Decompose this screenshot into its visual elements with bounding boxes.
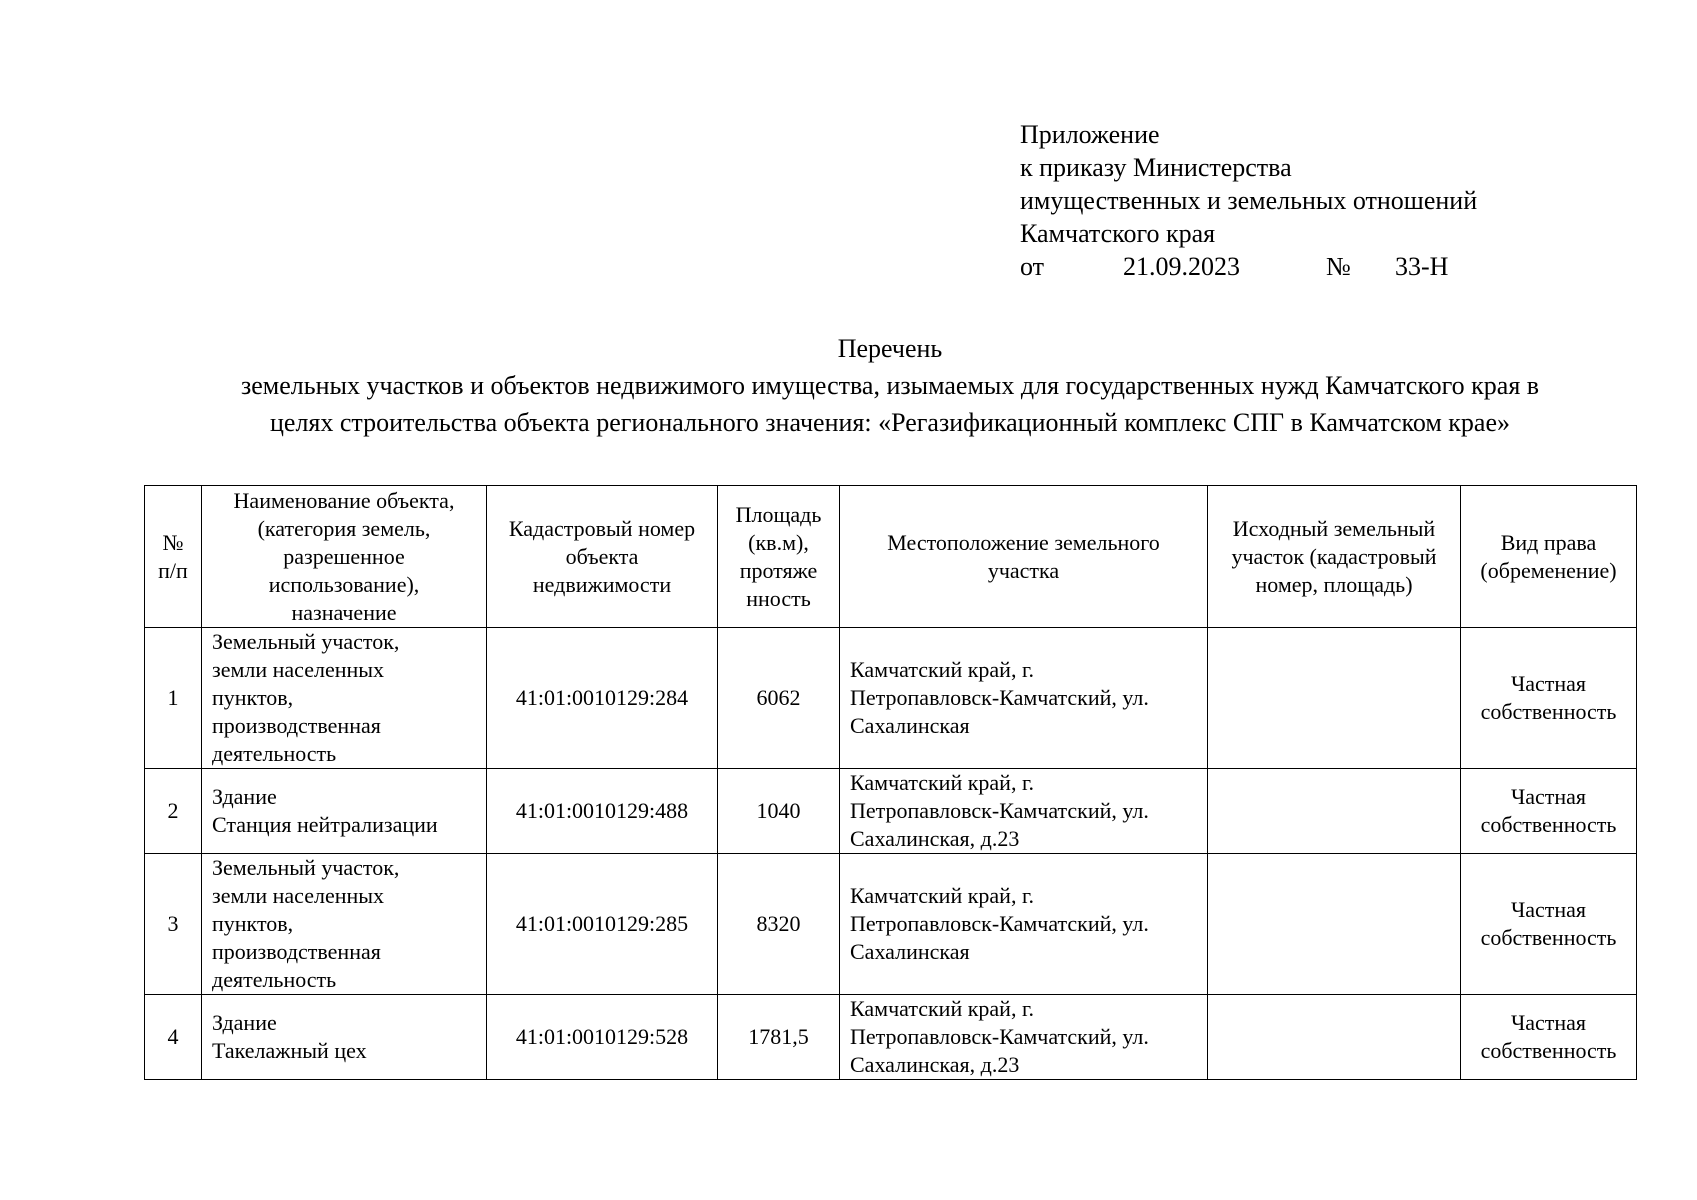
cell-cadastral: 41:01:0010129:285 (487, 854, 718, 995)
table-row (145, 854, 1637, 995)
cell-line: номер, площадь) (1255, 571, 1413, 597)
cell-line: Частная (1510, 784, 1587, 809)
cell-right (1461, 769, 1637, 854)
order-number-sign: № (1326, 252, 1351, 281)
cell-line: Петропавловск-Камчатский, ул. (850, 1024, 1149, 1049)
cell-line: Такелажный цех (212, 1038, 367, 1063)
cell-line: (категория земель, (257, 515, 431, 541)
cell-right (1461, 854, 1637, 995)
cell-line: пунктов, (212, 685, 294, 710)
appendix-ministry: имущественных и земельных отношений (1020, 186, 1478, 215)
order-date-number (1020, 250, 1477, 283)
cell-line: разрешенное (283, 543, 405, 569)
cell-location (840, 995, 1208, 1080)
cell-line: Камчатский край, г. (850, 883, 1034, 908)
cell-line: Частная (1510, 1010, 1587, 1035)
cell-line: производственная (212, 713, 381, 738)
table-body (145, 628, 1637, 1080)
cell-line: Вид права (1500, 529, 1597, 555)
table-header-row (145, 486, 1637, 628)
property-table (144, 485, 1637, 1080)
cell-line: собственность (1480, 925, 1617, 950)
cell-line: земли населенных (212, 657, 385, 682)
table-row (145, 769, 1637, 854)
cell-cadastral: 41:01:0010129:488 (487, 769, 718, 854)
order-number: 33-Н (1395, 252, 1449, 281)
cell-location (840, 769, 1208, 854)
cell-line: пунктов, (212, 911, 294, 936)
cell-line: Сахалинская, д.23 (850, 1052, 1020, 1077)
cell-line: Сахалинская (850, 713, 970, 738)
cell-source (1208, 854, 1461, 995)
header-right (1461, 486, 1637, 628)
cell-source (1208, 769, 1461, 854)
title-line-1: земельных участков и объектов недвижимого имущества, изымаемых для государственных нужд Камчатского края в (240, 371, 1540, 400)
cell-line: Здание (212, 1010, 277, 1035)
header-name (202, 486, 487, 628)
cell-line: деятельность (212, 967, 337, 992)
table-header (145, 486, 1637, 628)
cell-line: Камчатский край, г. (850, 657, 1034, 682)
cell-line: Здание (212, 784, 277, 809)
cell-line: Наименование объекта, (233, 487, 455, 513)
cell-location (840, 854, 1208, 995)
header-num (145, 486, 202, 628)
cell-line: Земельный участок, (212, 629, 400, 654)
appendix-order-ref: к приказу Министерства (1020, 153, 1292, 182)
cell-line: Земельный участок, (212, 855, 400, 880)
cell-area: 1781,5 (718, 995, 840, 1080)
appendix-region: Камчатского края (1020, 219, 1216, 248)
cell-line: участок (кадастровый (1231, 543, 1437, 569)
cell-cadastral: 41:01:0010129:528 (487, 995, 718, 1080)
cell-area: 8320 (718, 854, 840, 995)
cell-source (1208, 628, 1461, 769)
cell-line: Станция нейтрализации (212, 812, 438, 837)
cell-num: 2 (145, 769, 202, 854)
cell-line: нность (746, 585, 811, 611)
order-date: 21.09.2023 (1123, 252, 1240, 281)
cell-location (840, 628, 1208, 769)
cell-line: производственная (212, 939, 381, 964)
table-row (145, 995, 1637, 1080)
cell-line: протяже (739, 557, 818, 583)
cell-line: собственность (1480, 1038, 1617, 1063)
cell-line: недвижимости (532, 571, 672, 597)
cell-line: собственность (1480, 812, 1617, 837)
cell-line: Петропавловск-Камчатский, ул. (850, 798, 1149, 823)
appendix-title: Приложение (1020, 120, 1160, 149)
cell-line: Петропавловск-Камчатский, ул. (850, 911, 1149, 936)
cell-line: п/п (158, 557, 188, 583)
cell-line: Местоположение земельного (887, 529, 1160, 555)
cell-right (1461, 628, 1637, 769)
cell-name (202, 995, 487, 1080)
cell-line: Частная (1510, 897, 1587, 922)
header-cadastral (487, 486, 718, 628)
cell-line: Исходный земельный (1232, 515, 1436, 541)
cell-name (202, 769, 487, 854)
cell-line: участка (987, 557, 1060, 583)
cell-area: 6062 (718, 628, 840, 769)
cell-cadastral: 41:01:0010129:284 (487, 628, 718, 769)
cell-line: (кв.м), (748, 529, 809, 555)
document-title (140, 330, 1640, 441)
cell-line: использование), (268, 571, 420, 597)
cell-line: Камчатский край, г. (850, 770, 1034, 795)
cell-line: Площадь (735, 501, 822, 527)
cell-num: 1 (145, 628, 202, 769)
cell-source (1208, 995, 1461, 1080)
order-from-label: от (1020, 252, 1045, 281)
cell-line: Кадастровый номер (508, 515, 696, 541)
header-location (840, 486, 1208, 628)
cell-name (202, 628, 487, 769)
table-row (145, 628, 1637, 769)
cell-right (1461, 995, 1637, 1080)
title-heading: Перечень (837, 334, 943, 363)
title-line-2: целях строительства объекта регионального значения: «Регазификационный комплекс СПГ в Камчатском крае» (270, 408, 1510, 437)
appendix-block (1020, 118, 1477, 283)
cell-line: Петропавловск-Камчатский, ул. (850, 685, 1149, 710)
cell-line: (обременение) (1480, 557, 1617, 583)
cell-line: Сахалинская, д.23 (850, 826, 1020, 851)
cell-line: Сахалинская (850, 939, 970, 964)
cell-line: Камчатский край, г. (850, 996, 1034, 1021)
cell-line: собственность (1480, 699, 1617, 724)
cell-num: 4 (145, 995, 202, 1080)
cell-line: деятельность (212, 741, 337, 766)
header-area (718, 486, 840, 628)
cell-line: № (162, 529, 184, 555)
cell-line: Частная (1510, 671, 1587, 696)
header-source (1208, 486, 1461, 628)
cell-name (202, 854, 487, 995)
cell-area: 1040 (718, 769, 840, 854)
cell-line: объекта (565, 543, 639, 569)
cell-line: земли населенных (212, 883, 385, 908)
cell-line: назначение (291, 599, 397, 625)
cell-num: 3 (145, 854, 202, 995)
